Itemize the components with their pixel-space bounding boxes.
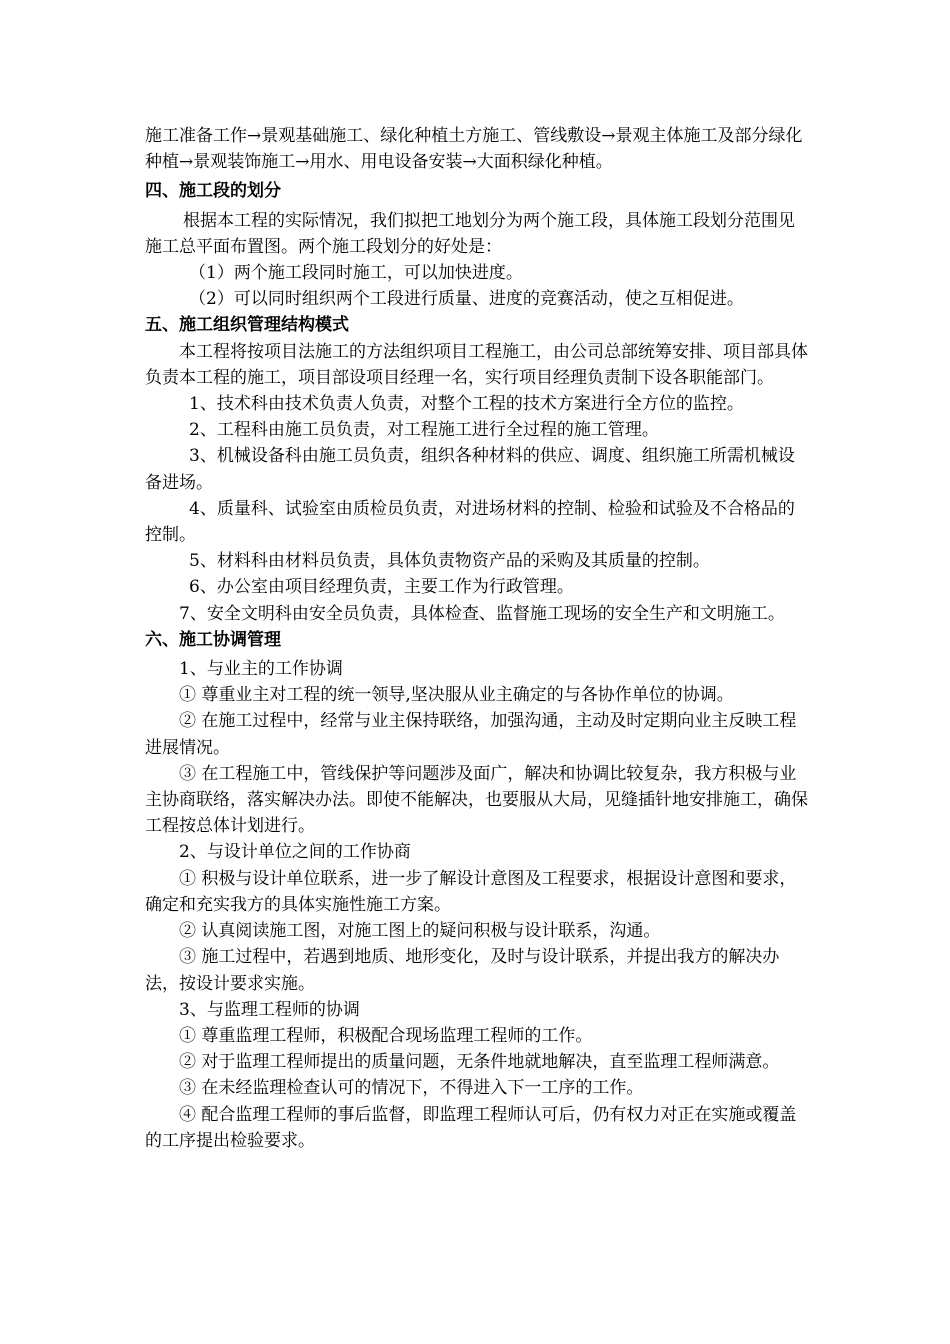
section6-list-item: ① 尊重监理工程师，积极配合现场监理工程师的工作。 <box>179 1025 593 1046</box>
section5-list-item: 7、安全文明科由安全员负责，具体检查、监督施工现场的安全生产和文明施工。 <box>179 603 785 624</box>
document-body <box>145 123 810 1154</box>
section5-heading: 五、施工组织管理结构模式 <box>145 315 349 336</box>
section6-heading: 六、施工协调管理 <box>145 629 281 650</box>
section6-subheading: 2、与设计单位之间的工作协商 <box>179 842 411 863</box>
section6-list-item: ① 尊重业主对工程的统一领导,坚决服从业主确定的与各协作单位的协调。 <box>179 685 734 706</box>
section5-list-item: 2、工程科由施工员负责，对工程施工进行全过程的施工管理。 <box>189 420 659 441</box>
section4-paragraph: 根据本工程的实际情况，我们拟把工地划分为两个施工段，具体施工段划分范围见施工总平面布置图。两个施工段划分的好处是： <box>145 210 795 257</box>
section5-list-item: 5、材料科由材料员负责，具体负责物资产品的采购及其质量的控制。 <box>189 551 710 572</box>
section6-subheading: 3、与监理工程师的协调 <box>179 999 360 1020</box>
section6-list-item: ③ 在未经监理检查认可的情况下，不得进入下一工序的工作。 <box>179 1078 644 1099</box>
section5-list-item: 6、办公室由项目经理负责，主要工作为行政管理。 <box>189 577 574 598</box>
section6-list-item: ④ 配合监理工程师的事后监督，即监理工程师认可后，仍有权力对正在实施或覆盖的工序提出检验要求。 <box>145 1104 797 1151</box>
section6-list-item: ② 对于监理工程师提出的质量问题，无条件地就地解决，直至监理工程师满意。 <box>179 1052 780 1073</box>
section6-subheading: 1、与业主的工作协调 <box>179 659 343 680</box>
section5-paragraph: 本工程将按项目法施工的方法组织项目工程施工，由公司总部统筹安排、项目部具体负责本工程的施工，项目部设项目经理一名，实行项目经理负责制下设各职能部门。 <box>145 341 808 388</box>
section5-list-item: 3、机械设备科由施工员负责，组织各种材料的供应、调度、组织施工所需机械设备进场。 <box>145 446 795 493</box>
section4-heading: 四、施工段的划分 <box>145 181 281 202</box>
section6-list-item: ② 认真阅读施工图，对施工图上的疑问积极与设计联系，沟通。 <box>179 921 661 942</box>
section4-list-item: （1）两个施工段同时施工，可以加快进度。 <box>189 263 523 284</box>
section6-list-item: ③ 施工过程中，若遇到地质、地形变化，及时与设计联系，并提出我方的解决办法，按设计要求实施。 <box>145 947 780 994</box>
section5-list-item: 1、技术科由技术负责人负责，对整个工程的技术方案进行全方位的监控。 <box>189 394 744 415</box>
section6-list-item: ② 在施工过程中，经常与业主保持联络，加强沟通，主动及时定期向业主反映工程进展情况。 <box>145 711 797 758</box>
section6-list-item: ③ 在工程施工中，管线保护等问题涉及面广，解决和协调比较复杂，我方积极与业主协商联络，落实解决办法。即使不能解决，也要服从大局，见缝插针地安排施工，确保工程按总体计划进行。 <box>145 763 808 837</box>
section6-list-item: ① 积极与设计单位联系，进一步了解设计意图及工程要求，根据设计意图和要求，确定和充实我方的具体实施性施工方案。 <box>145 868 797 915</box>
section5-list-item: 4、质量科、试验室由质检员负责，对进场材料的控制、检验和试验及不合格品的控制。 <box>145 498 795 546</box>
intro-paragraph: 施工准备工作→景观基础施工、绿化种植土方施工、管线敷设→景观主体施工及部分绿化种植→景观装饰施工→用水、用电设备安装→大面积绿化种植。 <box>145 126 803 173</box>
section4-list-item: （2）可以同时组织两个工段进行质量、进度的竞赛活动，使之互相促进。 <box>189 289 744 310</box>
